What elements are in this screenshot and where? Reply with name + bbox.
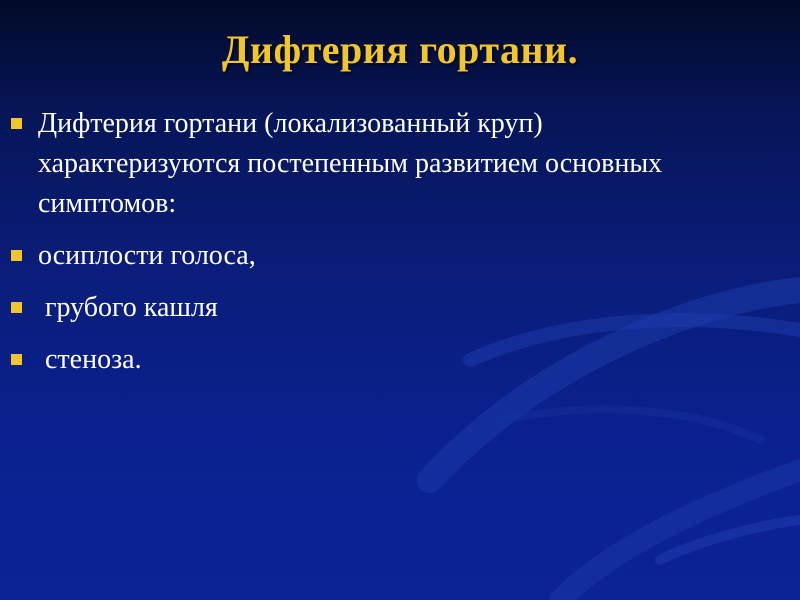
- slide-title: Дифтерия гортани.: [221, 27, 579, 72]
- bullet-text: грубого кашля: [38, 292, 218, 323]
- bullet-text: Дифтерия гортани (локализованный круп) характеризуются постепенным развитием основных симптомов:: [38, 108, 663, 219]
- bullet-text: осиплости голоса,: [38, 240, 256, 271]
- bullet-item: [0, 104, 800, 224]
- bullet-item: [0, 340, 800, 380]
- square-bullet-icon: [11, 302, 22, 313]
- bullet-list: [0, 104, 800, 392]
- square-bullet-icon: [11, 250, 22, 261]
- bullet-item: [0, 288, 800, 328]
- bullet-item: [0, 236, 800, 276]
- bullet-text: стеноза.: [38, 344, 142, 375]
- square-bullet-icon: [11, 118, 22, 129]
- square-bullet-icon: [11, 354, 22, 365]
